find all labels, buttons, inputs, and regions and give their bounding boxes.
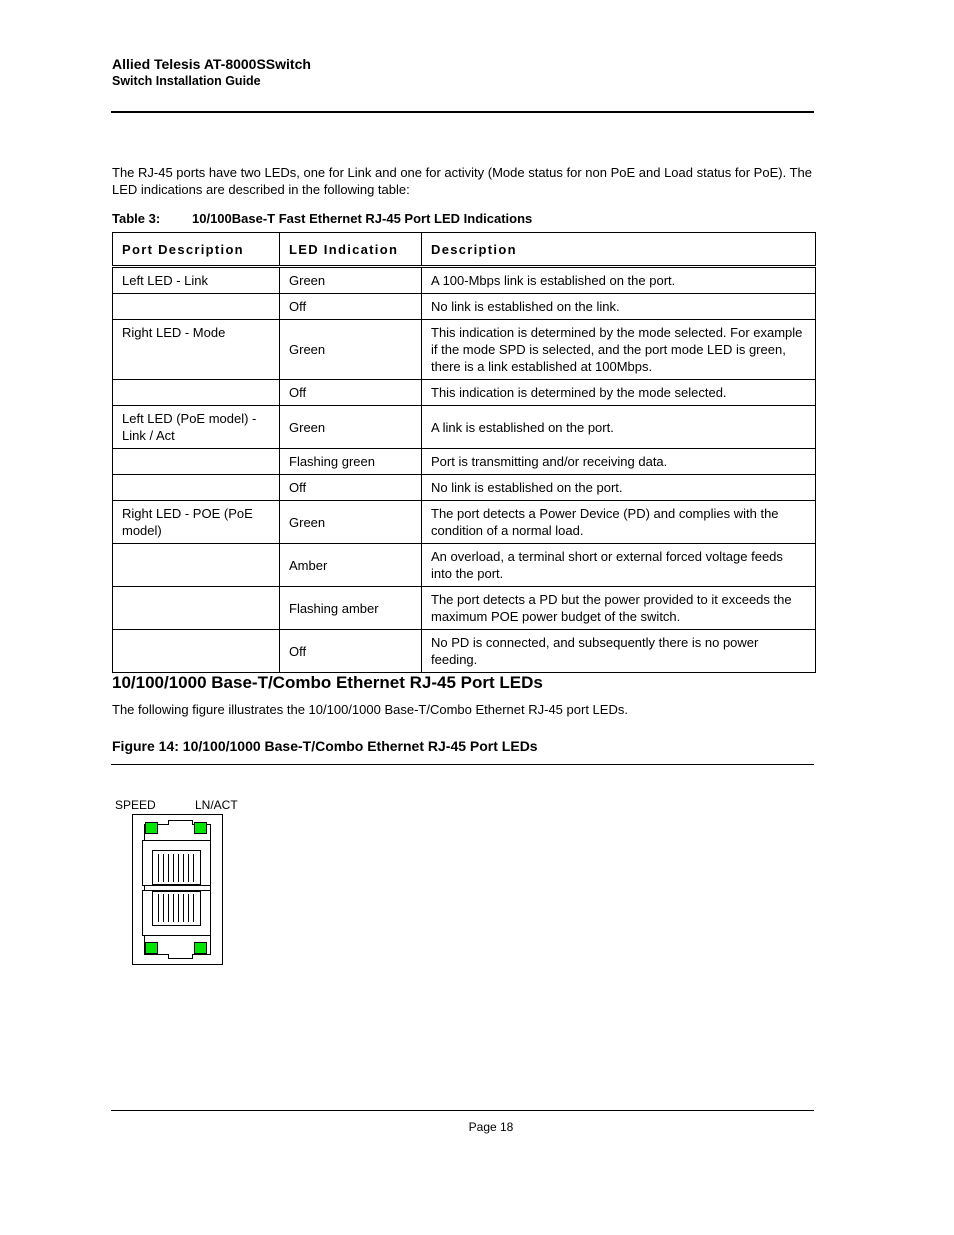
- cell-desc: A link is established on the port.: [422, 406, 816, 449]
- cell-port: [113, 587, 280, 630]
- section-heading: 10/100/1000 Base-T/Combo Ethernet RJ-45 Port LEDs: [112, 673, 543, 692]
- cell-desc: No PD is connected, and subsequently there is no power feeding.: [422, 630, 816, 673]
- cell-port: Left LED - Link: [113, 267, 280, 294]
- document-subtitle: Switch Installation Guide: [112, 74, 261, 88]
- cell-desc: Port is transmitting and/or receiving data.: [422, 449, 816, 475]
- cell-port: [113, 449, 280, 475]
- header-port-description: Port Description: [113, 233, 280, 267]
- speed-led-lower: [146, 943, 158, 954]
- rj45-port-diagram: [128, 810, 228, 970]
- speed-led-upper: [146, 823, 158, 834]
- cell-led: Off: [280, 630, 422, 673]
- cell-desc: The port detects a PD but the power provided to it exceeds the maximum POE power budget of the switch.: [422, 587, 816, 630]
- upper-jack: [143, 841, 211, 886]
- cell-led: Off: [280, 380, 422, 406]
- header-led-indication: LED Indication: [280, 233, 422, 267]
- table-row: [113, 320, 816, 380]
- cell-led: Off: [280, 294, 422, 320]
- table-row: [113, 267, 816, 294]
- header-divider: [111, 111, 814, 113]
- document-title: Allied Telesis AT-8000SSwitch: [112, 56, 311, 72]
- led-indications-table: [112, 232, 816, 673]
- cell-port: Left LED (PoE model) - Link / Act: [113, 406, 280, 449]
- cell-port: [113, 630, 280, 673]
- table-row: [113, 501, 816, 544]
- section-paragraph: The following figure illustrates the 10/100/1000 Base-T/Combo Ethernet RJ-45 port LEDs.: [112, 702, 628, 717]
- figure-caption: Figure 14: 10/100/1000 Base-T/Combo Ethernet RJ-45 Port LEDs: [112, 738, 538, 754]
- cell-port: [113, 380, 280, 406]
- cell-desc: This indication is determined by the mode selected. For example if the mode SPD is selected, and the port mode LED is green, there is a link established at 100Mbps.: [422, 320, 816, 380]
- page-number: Page 18: [468, 1120, 514, 1134]
- cell-led: Off: [280, 475, 422, 501]
- cell-port: Right LED - POE (PoE model): [113, 501, 280, 544]
- table-caption-number: Table 3:: [112, 211, 161, 226]
- cell-led: Green: [280, 267, 422, 294]
- ln-act-led-upper: [195, 823, 207, 834]
- cell-desc: This indication is determined by the mode selected.: [422, 380, 816, 406]
- intro-paragraph: The RJ-45 ports have two LEDs, one for Link and one for activity (Mode status for non PoE and Load status for PoE). The LED indications are described in the following table:: [112, 165, 812, 197]
- table-row: [113, 380, 816, 406]
- table-caption: [112, 211, 532, 226]
- cell-port: [113, 294, 280, 320]
- footer-divider: [111, 1110, 814, 1111]
- cell-desc: No link is established on the port.: [422, 475, 816, 501]
- ln-act-led-lower: [195, 943, 207, 954]
- table-row: [113, 475, 816, 501]
- cell-desc: The port detects a Power Device (PD) and complies with the condition of a normal load.: [422, 501, 816, 544]
- header-description: Description: [422, 233, 816, 267]
- speed-label: SPEED: [115, 798, 156, 812]
- cell-led: Flashing amber: [280, 587, 422, 630]
- table-row: [113, 544, 816, 587]
- figure-divider: [111, 764, 814, 765]
- cell-led: Green: [280, 501, 422, 544]
- table-row: [113, 406, 816, 449]
- table-row: [113, 630, 816, 673]
- cell-desc: A 100-Mbps link is established on the port.: [422, 267, 816, 294]
- cell-port: [113, 544, 280, 587]
- cell-led: Green: [280, 406, 422, 449]
- table-header-row: [113, 233, 816, 267]
- table-row: [113, 294, 816, 320]
- table-row: [113, 587, 816, 630]
- cell-led: Green: [280, 320, 422, 380]
- cell-port: Right LED - Mode: [113, 320, 280, 380]
- ln-act-label: LN/ACT: [195, 798, 238, 812]
- cell-desc: No link is established on the link.: [422, 294, 816, 320]
- cell-led: Amber: [280, 544, 422, 587]
- table-caption-title: 10/100Base-T Fast Ethernet RJ-45 Port LED Indications: [192, 211, 533, 226]
- cell-desc: An overload, a terminal short or external forced voltage feeds into the port.: [422, 544, 816, 587]
- cell-led: Flashing green: [280, 449, 422, 475]
- lower-jack: [143, 891, 211, 936]
- cell-port: [113, 475, 280, 501]
- table-row: [113, 449, 816, 475]
